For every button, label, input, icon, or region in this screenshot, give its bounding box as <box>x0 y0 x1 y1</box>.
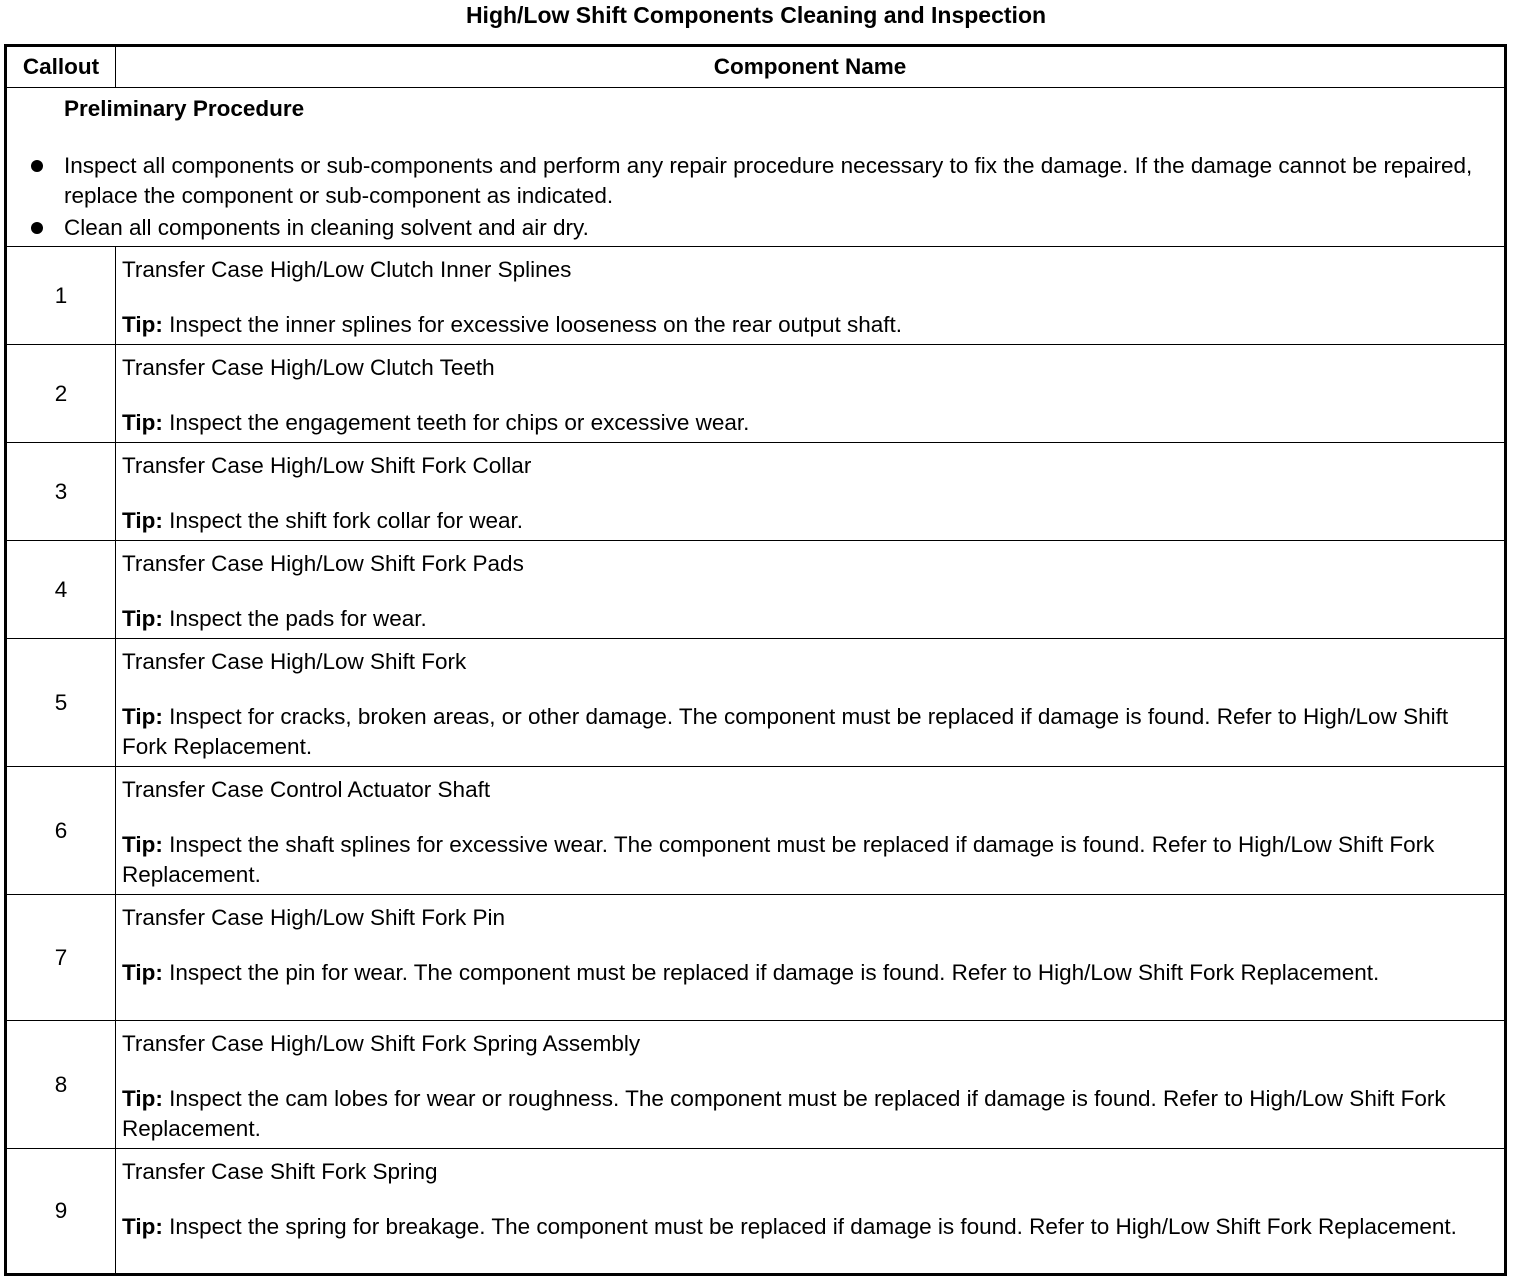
component-cell <box>116 1021 1506 1149</box>
tip-text: Inspect the pin for wear. The component must be replaced if damage is found. Refer to High/Low Shift Fork Replacement. <box>162 960 1380 985</box>
component-cell <box>116 345 1506 443</box>
table-row <box>6 1021 1506 1149</box>
tip-text: Inspect the shaft splines for excessive wear. The component must be replaced if damage is found. Refer to High/Low Shift Fork Replacement. <box>122 832 1435 887</box>
component-name: Transfer Case High/Low Clutch Teeth <box>122 355 495 380</box>
tip-label: Tip: <box>122 960 163 985</box>
preliminary-bullet-list <box>7 151 1496 245</box>
tip-label: Tip: <box>122 832 163 857</box>
table-row <box>6 767 1506 895</box>
callout-number: 6 <box>6 767 116 895</box>
tip-label: Tip: <box>122 508 163 533</box>
tip-text: Inspect the cam lobes for wear or roughness. The component must be replaced if damage is found. Refer to High/Low Shift Fork Replacement. <box>122 1086 1446 1141</box>
callout-number: 9 <box>6 1149 116 1275</box>
callout-header: Callout <box>6 46 116 88</box>
callout-number: 5 <box>6 639 116 767</box>
component-cell <box>116 541 1506 639</box>
tip-text: Inspect for cracks, broken areas, or other damage. The component must be replaced if damage is found. Refer to High/Low Shift Fork Replacement. <box>122 704 1449 759</box>
component-cell <box>116 639 1506 767</box>
tip-label: Tip: <box>122 312 163 337</box>
table-row <box>6 895 1506 1021</box>
tip-text: Inspect the engagement teeth for chips or excessive wear. <box>162 410 750 435</box>
tip-label: Tip: <box>122 704 163 729</box>
bullet-icon <box>31 222 43 234</box>
component-cell <box>116 767 1506 895</box>
list-item <box>7 213 1496 243</box>
bullet-text: Inspect all components or sub-components and perform any repair procedure necessary to fix the damage. If the damage cannot be repaired, replace the component or sub-component as indicated. <box>64 153 1473 208</box>
component-cell <box>116 1149 1506 1275</box>
tip-text: Inspect the shift fork collar for wear. <box>162 508 523 533</box>
tip-label: Tip: <box>122 1214 163 1239</box>
tip-text: Inspect the inner splines for excessive looseness on the rear output shaft. <box>162 312 902 337</box>
preliminary-procedure-row <box>6 88 1506 247</box>
component-name: Transfer Case High/Low Shift Fork Pads <box>122 551 524 576</box>
preliminary-procedure-heading: Preliminary Procedure <box>64 96 305 121</box>
inspection-table <box>4 44 1507 1276</box>
component-name: Transfer Case High/Low Shift Fork Collar <box>122 453 532 478</box>
tip-text: Inspect the pads for wear. <box>162 606 427 631</box>
component-cell <box>116 247 1506 345</box>
component-name: Transfer Case High/Low Clutch Inner Splines <box>122 257 572 282</box>
callout-number: 2 <box>6 345 116 443</box>
table-row <box>6 541 1506 639</box>
component-cell <box>116 443 1506 541</box>
component-name: Transfer Case High/Low Shift Fork Spring Assembly <box>122 1031 641 1056</box>
component-name-header: Component Name <box>116 46 1506 88</box>
tip-text: Inspect the spring for breakage. The component must be replaced if damage is found. Refer to High/Low Shift Fork Replacement. <box>162 1214 1457 1239</box>
component-cell <box>116 895 1506 1021</box>
callout-number: 7 <box>6 895 116 1021</box>
list-item <box>7 151 1496 211</box>
table-header-row <box>6 46 1506 88</box>
callout-number: 1 <box>6 247 116 345</box>
tip-label: Tip: <box>122 410 163 435</box>
bullet-text: Clean all components in cleaning solvent and air dry. <box>64 215 589 240</box>
preliminary-procedure-cell <box>6 88 1506 247</box>
callout-number: 8 <box>6 1021 116 1149</box>
component-name: Transfer Case Control Actuator Shaft <box>122 777 491 802</box>
table-row <box>6 639 1506 767</box>
table-row <box>6 345 1506 443</box>
table-row <box>6 443 1506 541</box>
bullet-icon <box>31 160 43 172</box>
tip-label: Tip: <box>122 606 163 631</box>
component-name: Transfer Case High/Low Shift Fork Pin <box>122 905 506 930</box>
tip-label: Tip: <box>122 1086 163 1111</box>
page-title: High/Low Shift Components Cleaning and Inspection <box>465 2 1047 28</box>
callout-number: 4 <box>6 541 116 639</box>
table-row <box>6 1149 1506 1275</box>
component-name: Transfer Case High/Low Shift Fork <box>122 649 467 674</box>
component-name: Transfer Case Shift Fork Spring <box>122 1159 438 1184</box>
table-row <box>6 247 1506 345</box>
callout-number: 3 <box>6 443 116 541</box>
